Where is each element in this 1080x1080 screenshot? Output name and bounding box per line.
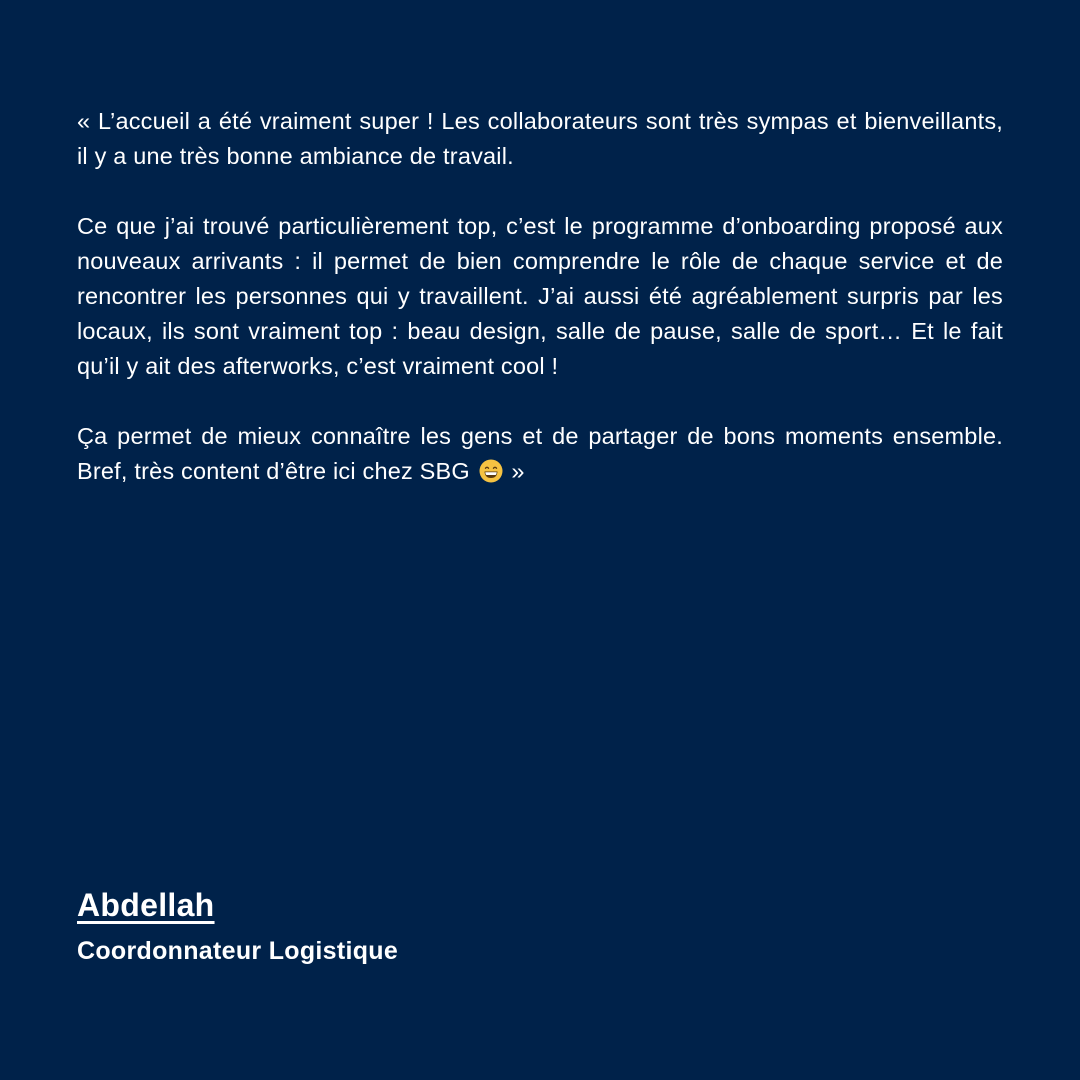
quote-paragraph-3: [77, 419, 1003, 489]
quote-paragraph-2: Ce que j’ai trouvé particulièrement top, c’est le programme d’onboarding proposé aux nouveaux arrivants : il permet de bien comprendre le rôle de chaque service et de rencontrer les personnes qui y travaillent. J’ai aussi été agréablement surpris par les locaux, ils sont vraiment top : beau design, salle de pause, salle de sport… Et le fait qu’il y ait des afterworks, c’est vraiment cool !: [77, 213, 1003, 379]
closing-quote: »: [511, 458, 525, 484]
author-block: [77, 884, 398, 968]
quote-paragraph-3-text: Ça permet de mieux connaître les gens et de partager de bons moments ensemble. Bref, très content d’être ici chez SBG: [77, 423, 1003, 484]
grinning-face-emoji-icon: [479, 459, 503, 483]
author-role: Coordonnateur Logistique: [77, 937, 399, 965]
author-name: Abdellah: [77, 887, 215, 923]
quote-paragraph-1: « L’accueil a été vraiment super ! Les collaborateurs sont très sympas et bienveillants, il y a une très bonne ambiance de travail.: [77, 108, 1003, 169]
testimonial-quote: [77, 104, 1003, 489]
